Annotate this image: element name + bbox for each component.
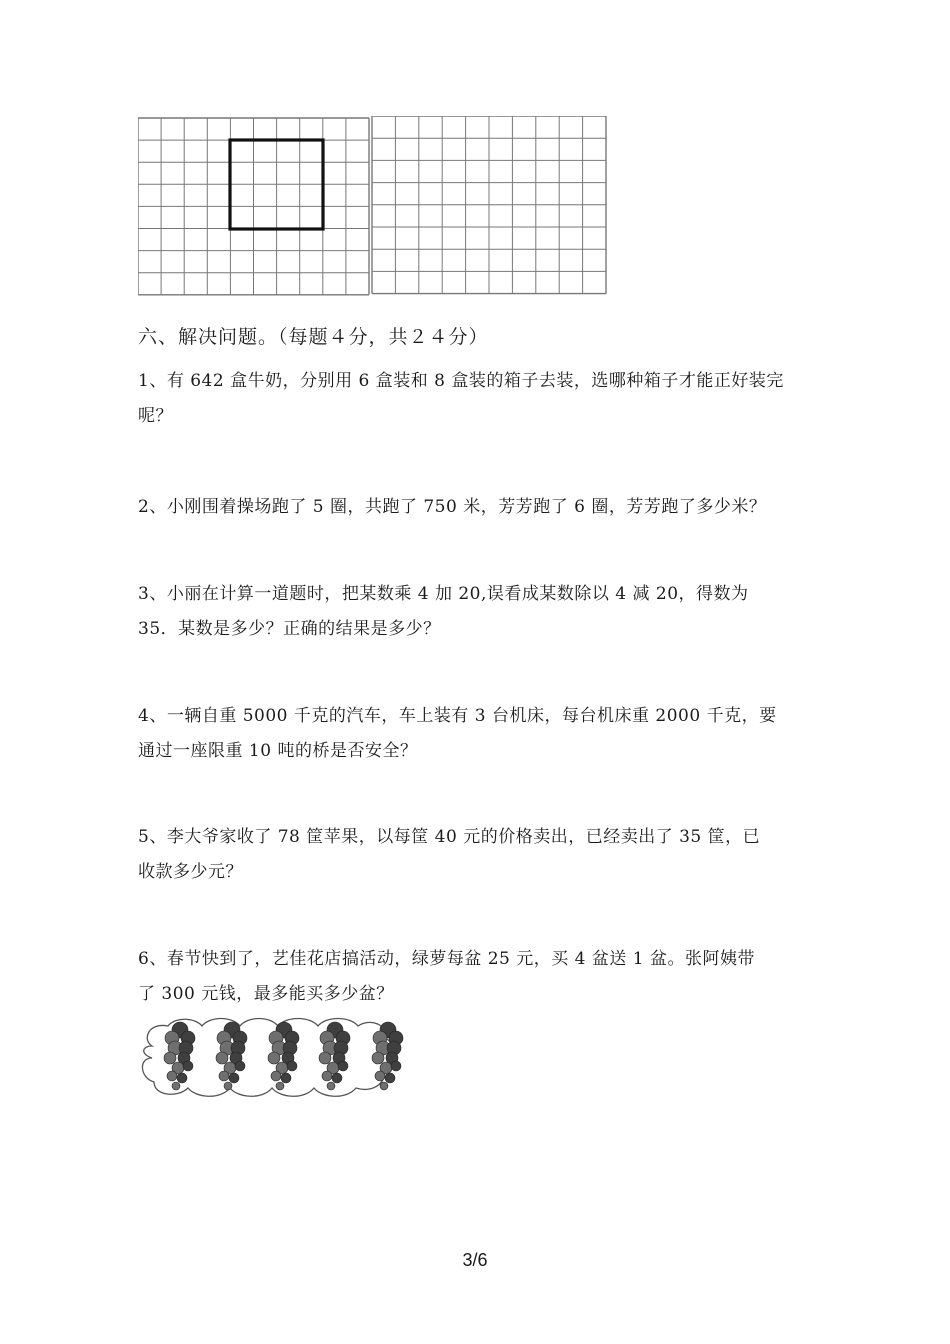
- plant-leaf: [380, 1082, 388, 1090]
- question-3-line-1: 3、小丽在计算一道题时，把某数乘 4 加 20,误看成某数除以 4 减 20，得数为: [138, 584, 749, 604]
- question-4: [138, 699, 828, 769]
- section-title: 六、解决问题。（每题４分，共２４分）: [138, 326, 489, 348]
- question-6-line-2: 了 300 元钱，最多能买多少盆？: [138, 984, 394, 1004]
- plant-leaf: [219, 1071, 229, 1081]
- plant-leaf: [375, 1071, 385, 1081]
- left-square-grid: [138, 118, 369, 295]
- plant-leaf: [183, 1061, 193, 1071]
- page-number: 3/6: [462, 1250, 488, 1270]
- plant-leaf: [268, 1052, 280, 1064]
- question-5: [138, 820, 828, 890]
- plant-leaf: [322, 1071, 332, 1081]
- plant-leaf: [287, 1061, 297, 1071]
- question-2: [138, 490, 828, 525]
- question-5-line-2: 收款多少元？: [138, 862, 243, 882]
- plant-leaf: [229, 1073, 239, 1083]
- plant-leaf: [281, 1073, 291, 1083]
- question-2-line-1: 2、小刚围着操场跑了 5 圈，共跑了 750 米，芳芳跑了 6 圈，芳芳跑了多少米？: [138, 497, 767, 517]
- question-6: [138, 942, 828, 1012]
- question-3-line-2: 35．某数是多少？正确的结果是多少？: [138, 619, 441, 639]
- question-1-line-1: 1、有 642 盒牛奶，分别用 6 盒装和 8 盒装的箱子去装，选哪种箱子才能正好装完: [138, 371, 784, 391]
- question-5-line-1: 5、李大爷家收了 78 筐苹果，以每筐 40 元的价格卖出，已经卖出了 35 筐，已: [138, 827, 761, 847]
- grid-figures-svg: [138, 116, 608, 298]
- plant-leaf: [177, 1073, 187, 1083]
- plant-leaf: [338, 1061, 348, 1071]
- plant-leaf: [372, 1052, 384, 1064]
- plant-leaf: [172, 1082, 180, 1090]
- question-4-line-1: 4、一辆自重 5000 千克的汽车，车上装有 3 台机床，每台机床重 2000 千克，要: [138, 706, 777, 726]
- plant-leaf: [332, 1073, 342, 1083]
- plant-leaf: [216, 1052, 228, 1064]
- grid-figures: [138, 116, 608, 298]
- plant-icon: [372, 1022, 403, 1090]
- question-6-line-1: 6、春节快到了，艺佳花店搞活动，绿萝每盆 25 元，买 4 盆送 1 盆。张阿姨带: [138, 949, 756, 969]
- plant-leaf: [271, 1071, 281, 1081]
- question-3: [138, 577, 828, 647]
- plant-leaf: [164, 1052, 176, 1064]
- plant-leaf: [385, 1073, 395, 1083]
- plant-leaf: [327, 1082, 335, 1090]
- question-1-line-2: 呢？: [138, 406, 173, 426]
- plant-leaf: [167, 1071, 177, 1081]
- plants-svg: [134, 1016, 434, 1100]
- question-4-line-2: 通过一座限重 10 吨的桥是否安全？: [138, 741, 418, 761]
- plant-leaf: [224, 1082, 232, 1090]
- question-1: [138, 364, 828, 434]
- plant-leaf: [235, 1061, 245, 1071]
- right-square-grid: [372, 116, 606, 294]
- plant-leaf: [319, 1052, 331, 1064]
- potted-plants-illustration: [134, 1016, 434, 1104]
- plant-leaf: [391, 1061, 401, 1071]
- plant-leaf: [276, 1082, 284, 1090]
